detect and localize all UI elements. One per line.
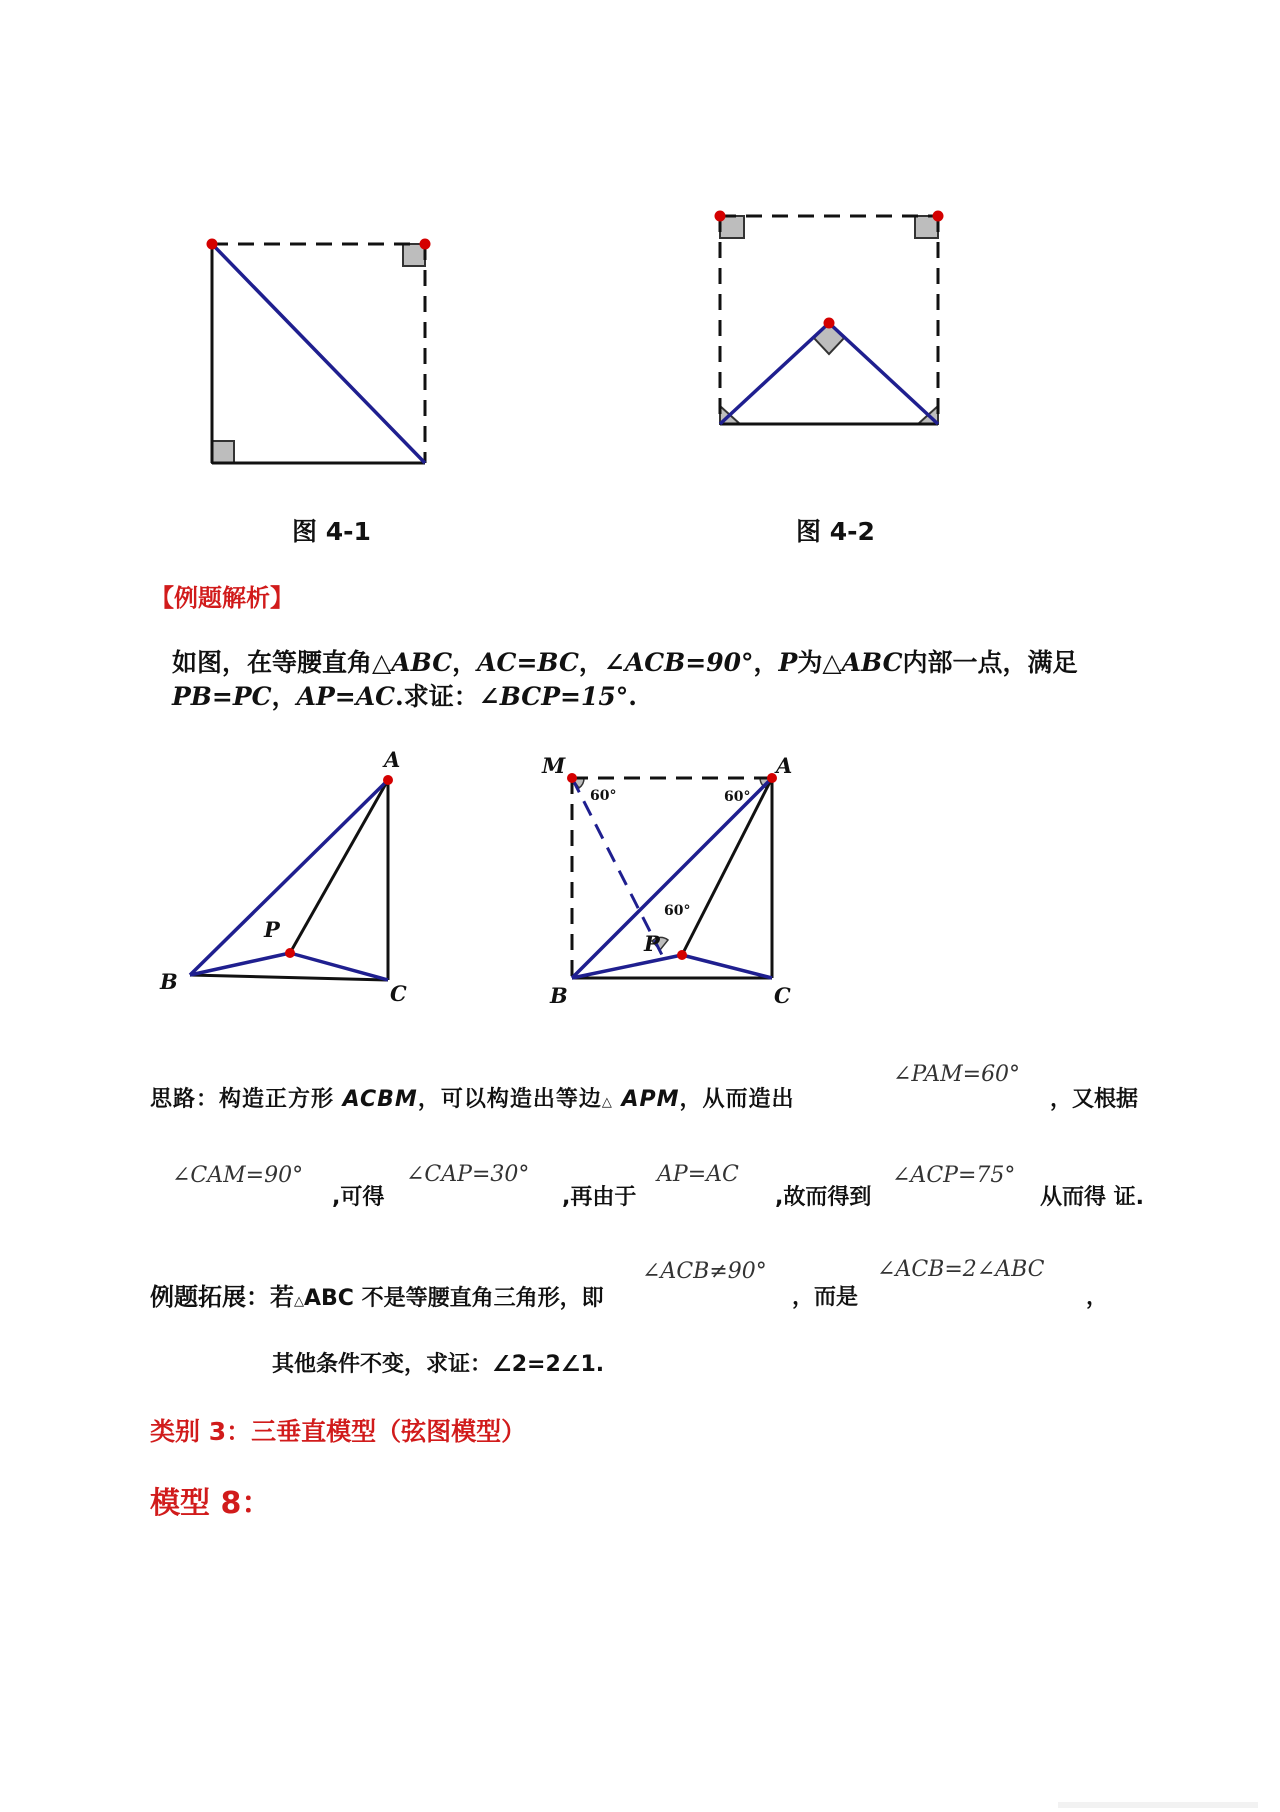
label-a: A bbox=[776, 753, 793, 778]
extension-line-2: 其他条件不变，求证：∠2=2∠1. bbox=[272, 1352, 605, 1377]
idea-line-1-text: 思路：构造正方形 ACBM，可以构造出等边△ APM，从而造出 bbox=[150, 1087, 795, 1112]
math-cam-90: ∠CAM=90° bbox=[172, 1163, 304, 1188]
blue-left-leg bbox=[720, 323, 829, 424]
segment-pc bbox=[290, 953, 388, 980]
segment-pb bbox=[190, 953, 290, 975]
math-acb-not-90: ∠ACB≠90° bbox=[642, 1259, 767, 1284]
degree-label-p: 60° bbox=[664, 903, 691, 919]
point-p bbox=[285, 948, 295, 958]
label-a: A bbox=[384, 747, 401, 772]
math-acp-75: ∠ACP=75° bbox=[892, 1163, 1016, 1188]
math-ap-ac: AP=AC bbox=[657, 1162, 739, 1187]
figure-4-1 bbox=[190, 230, 450, 470]
point-p bbox=[677, 950, 687, 960]
idea-since: ,再由于 bbox=[562, 1185, 637, 1210]
idea-proved: 从而得 证. bbox=[1040, 1185, 1145, 1210]
point-top-left bbox=[207, 239, 218, 250]
point-m bbox=[567, 773, 577, 783]
label-b: B bbox=[550, 983, 568, 1008]
blue-right-leg bbox=[829, 323, 938, 424]
segment-ab bbox=[572, 778, 772, 978]
idea-again-according: ，又根据 bbox=[1050, 1087, 1139, 1112]
triangle-diagram-left bbox=[150, 745, 430, 1010]
label-b: B bbox=[160, 969, 178, 994]
corner-watermark bbox=[1058, 1793, 1258, 1799]
label-c: C bbox=[390, 981, 407, 1006]
point-apex bbox=[824, 318, 835, 329]
label-c: C bbox=[774, 983, 791, 1008]
degree-label-a: 60° bbox=[724, 789, 751, 805]
figure-4-1-caption: 图 4-1 bbox=[292, 517, 371, 546]
point-top-left bbox=[715, 211, 726, 222]
idea-obtain: ,可得 bbox=[332, 1185, 385, 1210]
figure-4-2-caption: 图 4-2 bbox=[796, 517, 875, 546]
diagonal-blue bbox=[212, 244, 425, 463]
segment-ab bbox=[190, 780, 388, 975]
segment-pb bbox=[572, 955, 682, 978]
problem-line-1: 如图，在等腰直角△ABC，AC=BC，∠ACB=90°，P为△ABC内部一点，满足 bbox=[172, 648, 1078, 677]
math-pam-60: ∠PAM=60° bbox=[893, 1062, 1021, 1087]
figure-4-2 bbox=[710, 200, 970, 440]
idea-hence: ,故而得到 bbox=[775, 1185, 872, 1210]
problem-line-2: PB=PC，AP=AC.求证：∠BCP=15°. bbox=[172, 682, 637, 711]
example-heading: 【例题解析】 bbox=[150, 584, 294, 612]
math-acb-2abc: ∠ACB=2∠ABC bbox=[877, 1257, 1045, 1282]
right-angle-marker-bottom-left bbox=[212, 441, 234, 463]
label-p: P bbox=[264, 917, 280, 942]
point-top-right bbox=[420, 239, 431, 250]
math-cap-30: ∠CAP=30° bbox=[406, 1162, 530, 1187]
square-diagram-right bbox=[540, 745, 820, 1010]
category-heading: 类别 3：三垂直模型（弦图模型） bbox=[150, 1417, 527, 1446]
dashed-mp bbox=[572, 778, 662, 955]
segment-ap bbox=[290, 780, 388, 953]
extension-line-1-text: 例题拓展：若△ABC 不是等腰直角三角形，即 bbox=[150, 1283, 604, 1311]
label-p: P bbox=[644, 931, 660, 956]
point-a bbox=[383, 775, 393, 785]
extension-comma: ， bbox=[1086, 1285, 1109, 1310]
label-m: M bbox=[542, 753, 566, 778]
extension-but: ，而是 bbox=[792, 1285, 859, 1310]
point-top-right bbox=[933, 211, 944, 222]
degree-label-m: 60° bbox=[590, 788, 617, 804]
segment-bc bbox=[190, 975, 388, 980]
segment-pc bbox=[682, 955, 772, 978]
model-heading: 模型 8： bbox=[150, 1486, 272, 1521]
